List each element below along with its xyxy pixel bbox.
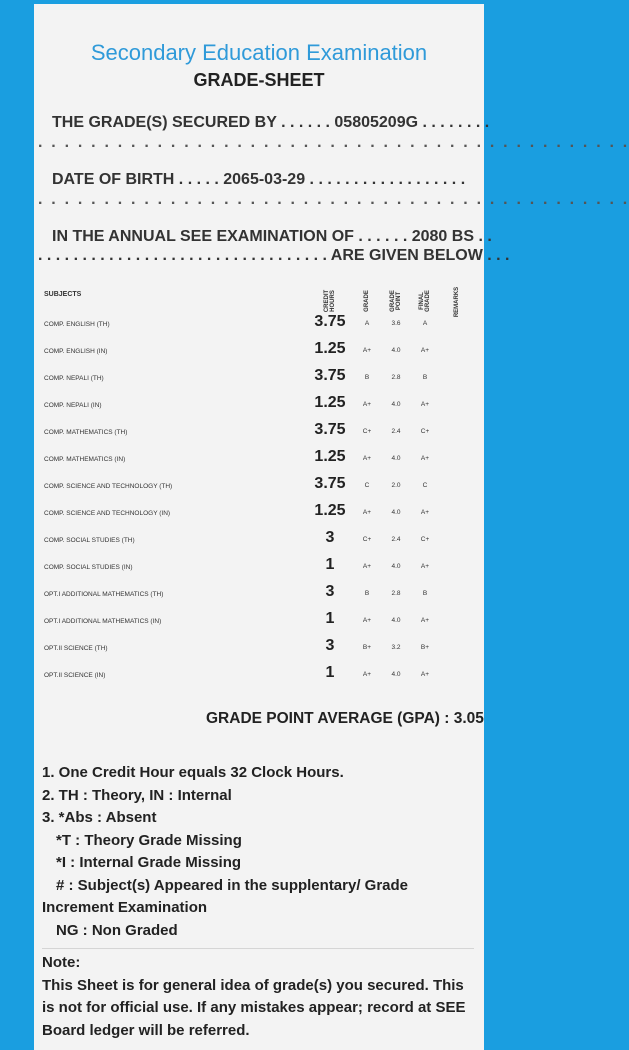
table-row xyxy=(34,582,484,608)
final-grade-cell: C+ xyxy=(420,536,430,543)
grade-cell: C+ xyxy=(362,428,372,435)
credit-hours-cell: 1 xyxy=(325,664,335,681)
subject-cell: COMP. SCIENCE AND TECHNOLOGY (TH) xyxy=(44,483,173,490)
credit-hours-cell: 1.25 xyxy=(314,340,346,357)
page-title: Secondary Education Examination xyxy=(90,40,428,65)
subject-cell: COMP. MATHEMATICS (IN) xyxy=(44,456,126,463)
final-grade-cell: A+ xyxy=(420,563,430,570)
table-row xyxy=(34,609,484,635)
credit-hours-cell: 3.75 xyxy=(314,475,346,492)
grade-cell: A+ xyxy=(362,401,372,408)
subject-cell: OPT.I ADDITIONAL MATHEMATICS (IN) xyxy=(44,618,162,625)
grade-point-cell: 2.8 xyxy=(391,590,401,597)
gpa-summary: GRADE POINT AVERAGE (GPA) : 3.05 xyxy=(206,710,484,727)
subject-cell: OPT.II SCIENCE (TH) xyxy=(44,645,108,652)
note-item: 3. *Abs : Absent xyxy=(42,809,157,826)
final-grade-cell: A+ xyxy=(420,455,430,462)
grade-point-cell: 4.0 xyxy=(391,563,401,570)
final-grade-cell: C+ xyxy=(420,428,430,435)
table-row xyxy=(34,501,484,527)
subject-cell: COMP. NEPALI (TH) xyxy=(44,375,104,382)
note-item: Increment Examination xyxy=(42,899,208,916)
final-grade-cell: A+ xyxy=(420,617,430,624)
final-grade-cell: B xyxy=(422,374,428,381)
note-item: 1. One Credit Hour equals 32 Clock Hours. xyxy=(42,764,344,781)
note-label: Note: xyxy=(42,954,81,971)
grade-point-cell: 2.0 xyxy=(391,482,401,489)
grade-cell: B xyxy=(364,374,370,381)
table-row xyxy=(34,420,484,446)
credit-hours-cell: 3 xyxy=(325,529,335,546)
note-item: NG : Non Graded xyxy=(56,921,178,939)
disclaimer-note xyxy=(42,952,478,1042)
notes-list xyxy=(42,762,482,942)
grade-cell: C xyxy=(364,482,370,489)
note-item: *I : Internal Grade Missing xyxy=(56,854,242,871)
final-grade-cell: A xyxy=(422,320,428,327)
grade-point-cell: 4.0 xyxy=(391,617,401,624)
final-grade-cell: A+ xyxy=(420,347,430,354)
grade-point-cell: 3.6 xyxy=(391,320,401,327)
page-subtitle: GRADE-SHEET xyxy=(193,70,325,90)
dotted-line: . . . . . . . . . . . . . . . . . . . . . . . . . . . . . . . . . . . . . . . . . . . . . xyxy=(38,134,629,151)
subject-cell: COMP. SCIENCE AND TECHNOLOGY (IN) xyxy=(44,510,171,517)
final-grade-cell: A+ xyxy=(420,671,430,678)
subject-cell: OPT.I ADDITIONAL MATHEMATICS (TH) xyxy=(44,591,164,598)
table-row xyxy=(34,474,484,500)
grade-cell: A xyxy=(364,320,370,327)
grade-cell: A+ xyxy=(362,347,372,354)
note-item: 2. TH : Theory, IN : Internal xyxy=(42,786,232,804)
grade-cell: A+ xyxy=(362,563,372,570)
table-row xyxy=(34,366,484,392)
grade-point-cell: 3.2 xyxy=(391,644,401,651)
grade-cell: A+ xyxy=(362,671,372,678)
final-grade-header: FINAL GRADE xyxy=(419,290,431,312)
grade-point-cell: 4.0 xyxy=(391,401,401,408)
subject-cell: COMP. SOCIAL STUDIES (IN) xyxy=(44,564,133,571)
subject-cell: COMP. ENGLISH (IN) xyxy=(44,348,108,355)
dotted-line: . . . . . . . . . . . . . . . . . . . . . . . . . . . . . . . . . . . . . . . . . . . . . xyxy=(38,191,629,208)
grade-point-cell: 4.0 xyxy=(391,455,401,462)
final-grade-cell: B xyxy=(422,590,428,597)
grade-point-header: GRADE POINT xyxy=(390,290,402,312)
credit-hours-cell: 1.25 xyxy=(314,448,346,465)
table-row xyxy=(34,636,484,662)
subject-cell: COMP. NEPALI (IN) xyxy=(44,402,102,409)
divider xyxy=(42,948,474,949)
grade-point-cell: 2.4 xyxy=(391,428,401,435)
credit-hours-cell: 3 xyxy=(325,637,335,654)
table-row xyxy=(34,393,484,419)
table-row xyxy=(34,555,484,581)
grade-cell: B xyxy=(364,590,370,597)
final-grade-cell: B+ xyxy=(420,644,430,651)
remarks-header: REMARKS xyxy=(454,286,460,318)
grade-cell: C+ xyxy=(362,536,372,543)
final-grade-cell: A+ xyxy=(420,509,430,516)
grade-point-cell: 2.8 xyxy=(391,374,401,381)
table-row xyxy=(34,528,484,554)
credit-hours-cell: 1.25 xyxy=(314,394,346,411)
table-row xyxy=(34,447,484,473)
grade-cell: A+ xyxy=(362,509,372,516)
subject-cell: COMP. ENGLISH (TH) xyxy=(44,321,110,328)
credit-hours-cell: 3 xyxy=(325,583,335,600)
grade-point-cell: 4.0 xyxy=(391,509,401,516)
note-item: # : Subject(s) Appeared in the supplentary/ Grade xyxy=(56,876,409,894)
credit-hours-cell: 1 xyxy=(325,556,335,573)
credit-hours-cell: 1 xyxy=(325,610,335,627)
note-item: *T : Theory Grade Missing xyxy=(56,831,242,849)
final-grade-cell: C xyxy=(422,482,428,489)
subjects-header: SUBJECTS xyxy=(44,291,82,298)
table-row xyxy=(34,339,484,365)
grade-header: GRADE xyxy=(363,290,370,312)
table-row xyxy=(34,663,484,689)
subject-cell: OPT.II SCIENCE (IN) xyxy=(44,672,106,679)
grade-cell: A+ xyxy=(362,455,372,462)
date-of-birth-line: DATE OF BIRTH . . . . . 2065-03-29 . . . . . . . . . . . . . . . . . . xyxy=(52,171,466,188)
credit-hours-cell: 3.75 xyxy=(314,367,346,384)
subject-cell: COMP. SOCIAL STUDIES (TH) xyxy=(44,537,135,544)
grade-point-cell: 2.4 xyxy=(391,536,401,543)
secured-by-line: THE GRADE(S) SECURED BY . . . . . . 05805209G . . . . . . . . xyxy=(52,114,490,131)
grade-cell: A+ xyxy=(362,617,372,624)
grade-point-cell: 4.0 xyxy=(391,671,401,678)
table-row xyxy=(34,312,484,338)
credit-hours-cell: 3.75 xyxy=(314,313,346,330)
given-below-line: . . . . . . . . . . . . . . . . . . . . . . . . . . . . . . . . . ARE GIVEN BELOW . . . xyxy=(38,247,510,264)
final-grade-cell: A+ xyxy=(420,401,430,408)
credit-hours-cell: 3.75 xyxy=(314,421,346,438)
note-text: This Sheet is for general idea of grade(s) you secured. This is not for official use. If any mistakes appear; record at SEE Board ledger will be referred. xyxy=(42,976,466,1039)
grade-point-cell: 4.0 xyxy=(391,347,401,354)
grade-sheet xyxy=(34,4,629,1050)
exam-line: IN THE ANNUAL SEE EXAMINATION OF . . . . . . 2080 BS . . xyxy=(52,228,492,245)
credit-hours-cell: 1.25 xyxy=(314,502,346,519)
subject-cell: COMP. MATHEMATICS (TH) xyxy=(44,429,128,436)
grade-cell: B+ xyxy=(362,644,372,651)
credit-hours-header: CREDIT HOURS xyxy=(324,289,336,313)
